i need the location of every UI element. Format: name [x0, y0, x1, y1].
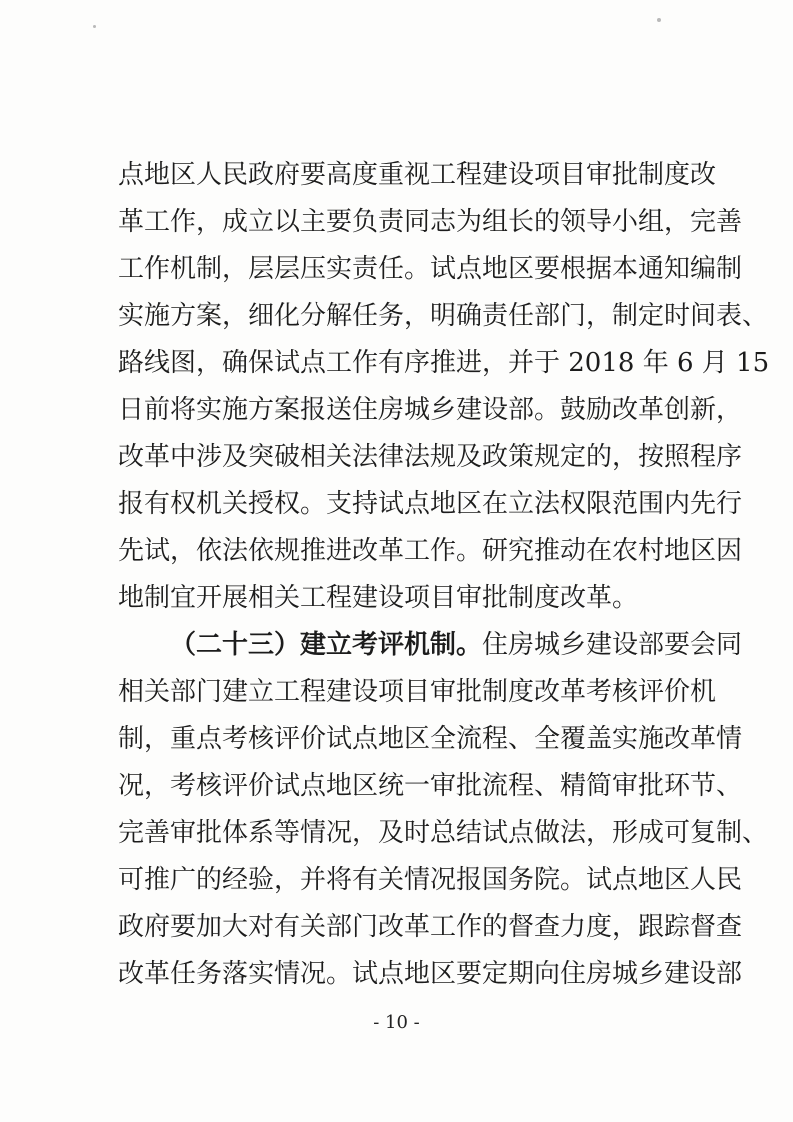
- text-line: 日前将实施方案报送住房城乡建设部。鼓励改革创新，: [118, 395, 743, 425]
- scan-speck: [93, 25, 96, 28]
- text-line: 可推广的经验，并将有关情况报国务院。试点地区人民: [118, 865, 743, 895]
- heading-line-text: 住房城乡建设部要会同: [482, 630, 743, 660]
- text-line: 工作机制，层层压实责任。试点地区要根据本通知编制: [118, 254, 743, 284]
- text-line: 相关部门建立工程建设项目审批制度改革考核评价机: [118, 677, 717, 707]
- paragraph-evaluation-mechanism: [118, 622, 769, 998]
- section-heading: （二十三）建立考评机制。: [170, 630, 483, 660]
- text-line: 况，考核评价试点地区统一审批流程、精简审批环节、: [118, 771, 743, 801]
- text-line: 路线图，确保试点工作有序推进，并于 2018 年 6 月 15: [118, 348, 770, 378]
- text-line: 改革任务落实情况。试点地区要定期向住房城乡建设部: [118, 959, 743, 989]
- text-line: 地制宜开展相关工程建设项目审批制度改革。: [118, 583, 639, 613]
- scan-speck: [657, 18, 661, 22]
- page-number: - 10 -: [373, 1012, 420, 1033]
- text-line: 报有权机关授权。支持试点地区在立法权限范围内先行: [118, 489, 743, 519]
- text-line: 政府要加大对有关部门改革工作的督查力度，跟踪督查: [118, 912, 743, 942]
- text-line: 改革中涉及突破相关法律法规及政策规定的，按照程序: [118, 442, 743, 472]
- body-text: [118, 152, 770, 998]
- text-line: 先试，依法依规推进改革工作。研究推动在农村地区因: [118, 536, 743, 566]
- text-line: 革工作，成立以主要负责同志为组长的领导小组，完善: [118, 207, 743, 237]
- text-line: 点地区人民政府要高度重视工程建设项目审批制度改: [118, 160, 717, 190]
- paragraph-pilot-implementation: [118, 152, 770, 622]
- text-line: [118, 622, 743, 669]
- text-line: 制，重点考核评价试点地区全流程、全覆盖实施改革情: [118, 724, 743, 754]
- text-line: 实施方案，细化分解任务，明确责任部门，制定时间表、: [118, 301, 769, 331]
- text-line: 完善审批体系等情况，及时总结试点做法，形成可复制、: [118, 818, 769, 848]
